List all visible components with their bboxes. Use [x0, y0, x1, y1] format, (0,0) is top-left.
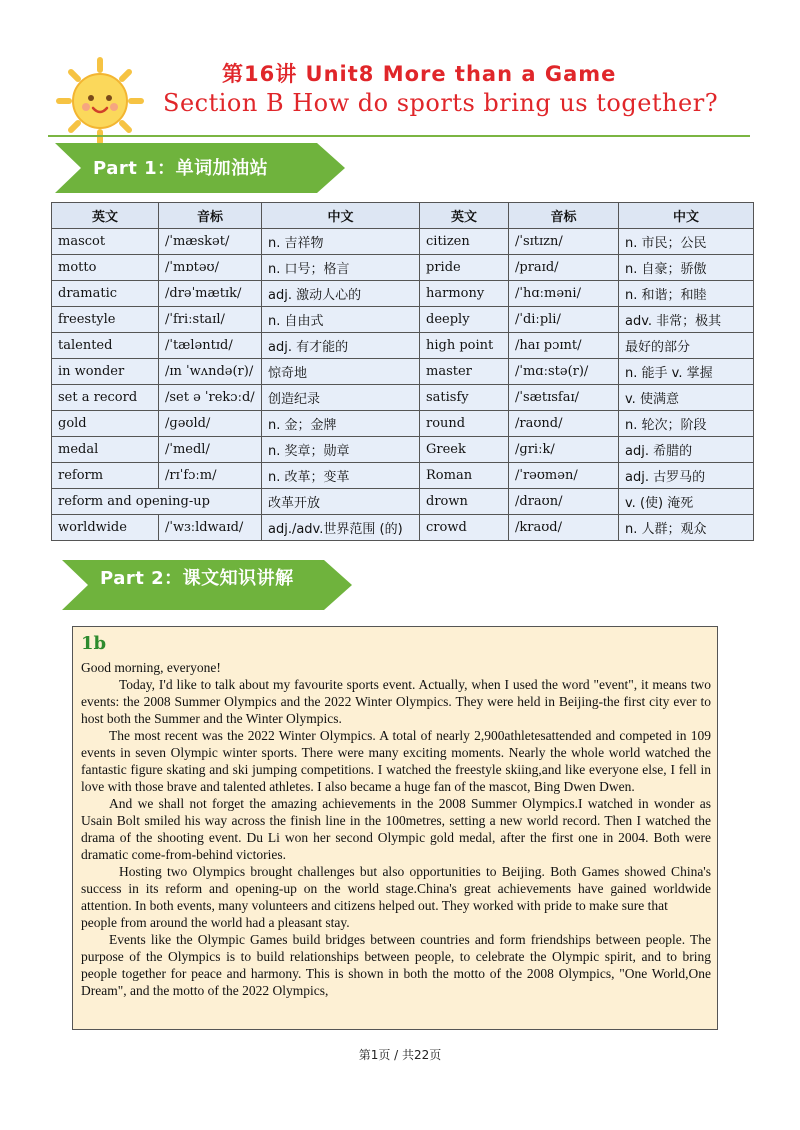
english-word: Greek: [420, 437, 509, 463]
table-row: [52, 281, 754, 307]
phonetic: /draʊn/: [509, 489, 619, 515]
chinese-meaning: n. 能手 v. 掌握: [619, 359, 754, 385]
phonetic: /ˈwɜːldwaɪd/: [159, 515, 262, 541]
english-word: reform and opening-up: [52, 489, 262, 515]
table-row: [52, 255, 754, 281]
column-header: 音标: [159, 203, 262, 229]
part2-banner: [62, 560, 352, 610]
phonetic: /kraʊd/: [509, 515, 619, 541]
phonetic: /ɡəʊld/: [159, 411, 262, 437]
chinese-meaning: 惊奇地: [262, 359, 420, 385]
english-word: Roman: [420, 463, 509, 489]
table-row: [52, 411, 754, 437]
chinese-meaning: n. 市民；公民: [619, 229, 754, 255]
chinese-meaning: adj. 有才能的: [262, 333, 420, 359]
english-word: in wonder: [52, 359, 159, 385]
table-row: [52, 307, 754, 333]
phonetic: /ɪn ˈwʌndə(r)/: [159, 359, 262, 385]
chinese-meaning: n. 口号；格言: [262, 255, 420, 281]
section-title: Section B How do sports bring us together?: [163, 89, 719, 117]
column-header: 英文: [52, 203, 159, 229]
phonetic: /ɡriːk/: [509, 437, 619, 463]
chinese-meaning: adj. 古罗马的: [619, 463, 754, 489]
chinese-meaning: n. 吉祥物: [262, 229, 420, 255]
lesson-title: 第16讲 Unit8 More than a Game: [222, 62, 617, 86]
chinese-meaning: 最好的部分: [619, 333, 754, 359]
phonetic: /raʊnd/: [509, 411, 619, 437]
english-word: talented: [52, 333, 159, 359]
english-word: crowd: [420, 515, 509, 541]
part1-banner: [55, 143, 345, 193]
passage-paragraph: Today, I'd like to talk about my favourite sports event. Actually, when I used the word "event", it means two events: the 2008 Summer Olympics and the 2022 Winter Olympics. They were held in Beijing-the first city ever to host both the Summer and the Winter Olympics.: [81, 677, 711, 726]
table-row: [52, 229, 754, 255]
column-header: 音标: [509, 203, 619, 229]
chinese-meaning: n. 改革；变革: [262, 463, 420, 489]
passage-paragraph: The most recent was the 2022 Winter Olympics. A total of nearly 2,900athletesattended and competed in 109 events in seven Olympic winter sports. There were many exciting moments. Nearly the whole world watched the fantastic figure skating and ski jumping competitions. I watched the freestyle skiing,and like everyone else, I fell in love with those brave and talented athletes. I also became a huge fan of the mascot, Bing Dwen Dwen.: [81, 728, 711, 794]
chinese-meaning: n. 人群；观众: [619, 515, 754, 541]
phonetic: /ˈsætɪsfaɪ/: [509, 385, 619, 411]
chinese-meaning: n. 自豪；骄傲: [619, 255, 754, 281]
column-header: 中文: [262, 203, 420, 229]
chinese-meaning: adj./adv.世界范围 (的): [262, 515, 420, 541]
chinese-meaning: n. 轮次；阶段: [619, 411, 754, 437]
english-word: drown: [420, 489, 509, 515]
sun-mascot-icon: [55, 56, 145, 146]
chinese-meaning: adj. 激动人心的: [262, 281, 420, 307]
english-word: dramatic: [52, 281, 159, 307]
english-word: motto: [52, 255, 159, 281]
passage-paragraph: Events like the Olympic Games build bridges between countries and form friendships between people. The purpose of the Olympics is to build relationships between people, to celebrate the Olympic spirit, and to bring people together for peace and harmony. This is shown in both the motto of the 2008 Olympics, "One World,One Dream", and the motto of the 2022 Olympics,: [81, 932, 711, 998]
chinese-meaning: adv. 非常；极其: [619, 307, 754, 333]
phonetic: /drəˈmætɪk/: [159, 281, 262, 307]
passage-greeting: Good morning, everyone!: [81, 660, 221, 675]
chinese-meaning: v. 使满意: [619, 385, 754, 411]
english-word: pride: [420, 255, 509, 281]
table-row: [52, 333, 754, 359]
vocabulary-table: [51, 202, 754, 541]
phonetic: /ˈtæləntɪd/: [159, 333, 262, 359]
phonetic: /ˈmedl/: [159, 437, 262, 463]
english-word: worldwide: [52, 515, 159, 541]
table-row: [52, 463, 754, 489]
english-word: citizen: [420, 229, 509, 255]
english-word: reform: [52, 463, 159, 489]
english-word: harmony: [420, 281, 509, 307]
english-word: high point: [420, 333, 509, 359]
phonetic: /ˈdiːpli/: [509, 307, 619, 333]
phonetic: /ˈmɑːstə(r)/: [509, 359, 619, 385]
part1-label: Part 1：单词加油站: [93, 158, 269, 179]
table-row: [52, 385, 754, 411]
chinese-meaning: adj. 希腊的: [619, 437, 754, 463]
phonetic: /ˈsɪtɪzn/: [509, 229, 619, 255]
page-number: 第1页 / 共22页: [358, 1048, 442, 1062]
english-word: satisfy: [420, 385, 509, 411]
chinese-meaning: n. 奖章；勋章: [262, 437, 420, 463]
phonetic: /rɪˈfɔːm/: [159, 463, 262, 489]
part2-label: Part 2：课文知识讲解: [100, 568, 294, 589]
english-word: medal: [52, 437, 159, 463]
table-row: [52, 515, 754, 541]
passage-paragraph: people from around the world had a pleasant stay.: [81, 915, 350, 930]
phonetic: /ˈhɑːməni/: [509, 281, 619, 307]
passage-tag: 1b: [81, 633, 107, 654]
phonetic: /ˈfriːstaɪl/: [159, 307, 262, 333]
passage-paragraph: And we shall not forget the amazing achievements in the 2008 Summer Olympics.I watched in wonder as Usain Bolt smiled his way across the finish line in the 100metres, setting a new world record. Then I watched the drama of the shooting event. Du Li won her second Olympic gold medal, after the first one in 2004. Both were dramatic come-from-behind victories.: [81, 796, 711, 862]
chinese-meaning: 改革开放: [262, 489, 420, 515]
table-header-row: [52, 203, 754, 229]
english-word: round: [420, 411, 509, 437]
header-divider: [48, 135, 750, 137]
table-row: [52, 437, 754, 463]
english-word: master: [420, 359, 509, 385]
english-word: freestyle: [52, 307, 159, 333]
phonetic: /ˈmɒtəʊ/: [159, 255, 262, 281]
table-row: [52, 489, 754, 515]
column-header: 英文: [420, 203, 509, 229]
english-word: gold: [52, 411, 159, 437]
english-word: mascot: [52, 229, 159, 255]
passage-paragraph: Hosting two Olympics brought challenges but also opportunities to Beijing. Both Games showed China's success in its reform and opening-up on the world stage.China's great achievements have gained worldwide attention. In both events, many volunteers and citizens helped out. They worked with pride to make sure that: [81, 864, 711, 913]
chinese-meaning: n. 自由式: [262, 307, 420, 333]
english-word: set a record: [52, 385, 159, 411]
reading-passage-box: [72, 626, 718, 1030]
chinese-meaning: n. 和谐；和睦: [619, 281, 754, 307]
phonetic: /set ə ˈrekɔːd/: [159, 385, 262, 411]
phonetic: /ˈmæskət/: [159, 229, 262, 255]
chinese-meaning: v. (使) 淹死: [619, 489, 754, 515]
phonetic: /praɪd/: [509, 255, 619, 281]
table-row: [52, 359, 754, 385]
english-word: deeply: [420, 307, 509, 333]
phonetic: /ˈrəʊmən/: [509, 463, 619, 489]
chinese-meaning: 创造纪录: [262, 385, 420, 411]
phonetic: /haɪ pɔɪnt/: [509, 333, 619, 359]
chinese-meaning: n. 金；金牌: [262, 411, 420, 437]
column-header: 中文: [619, 203, 754, 229]
